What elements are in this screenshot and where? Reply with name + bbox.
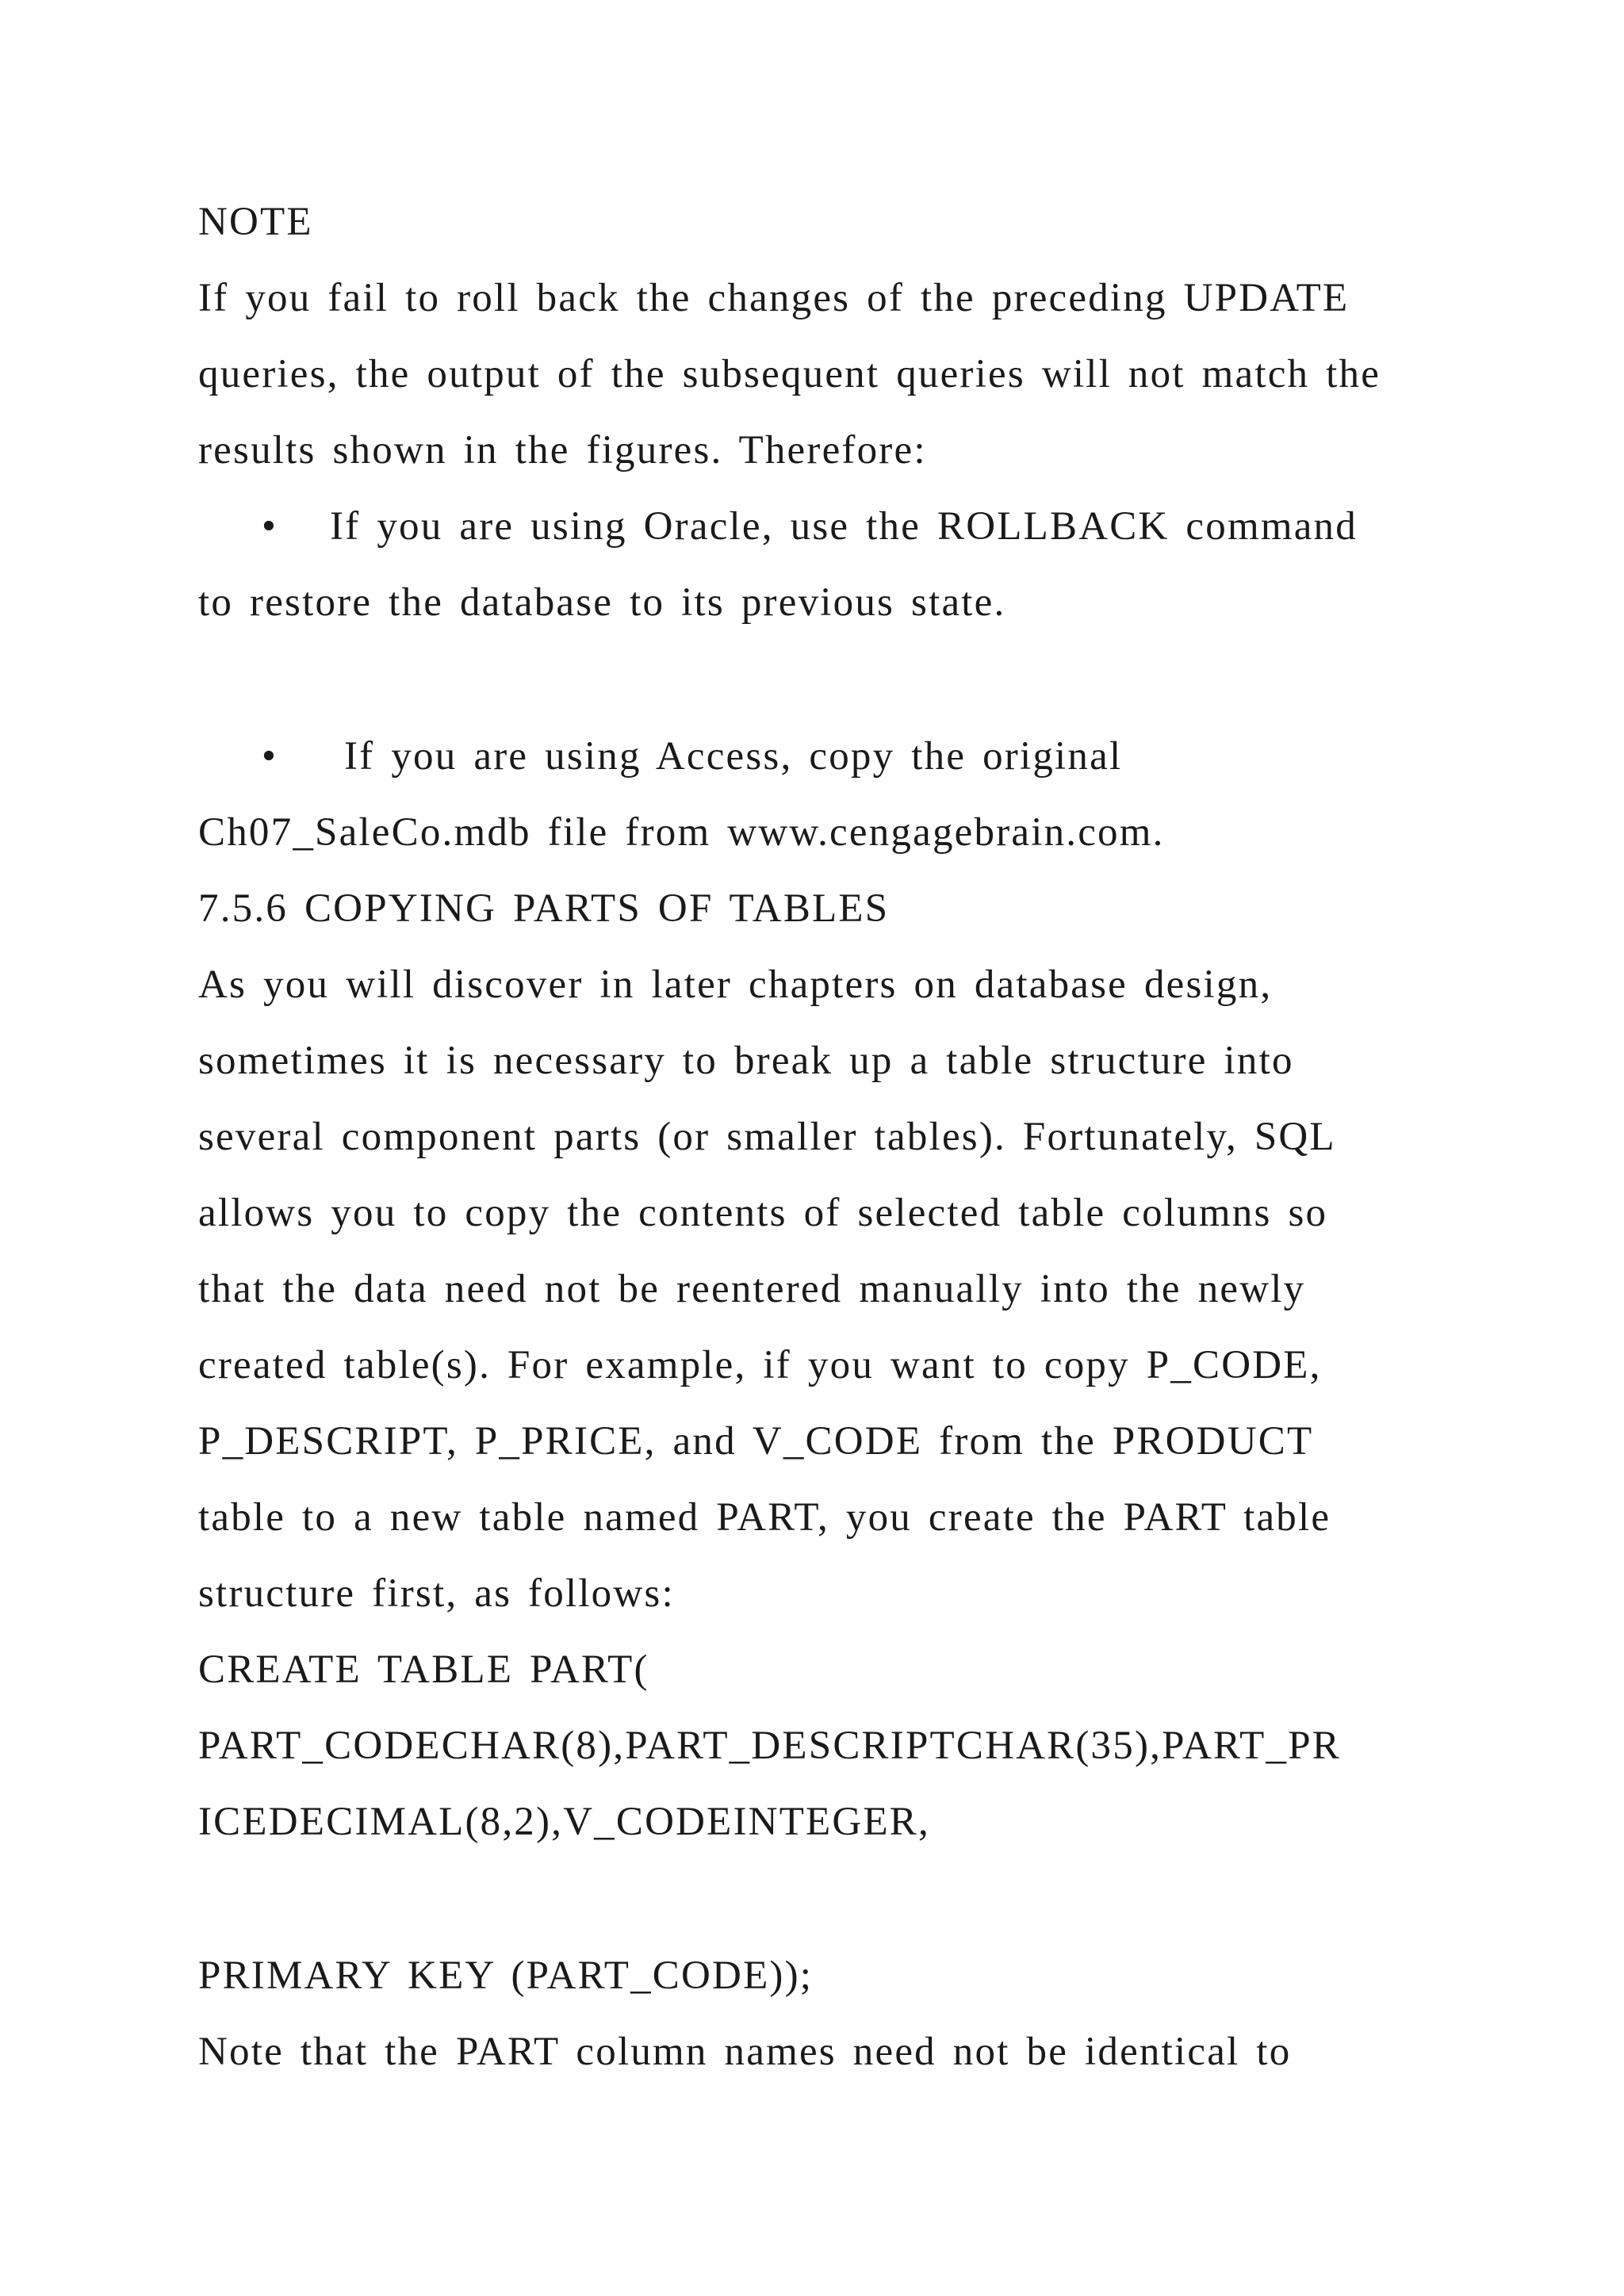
paragraph-line: that the data need not be reentered manually into the newly: [198, 1267, 1306, 1311]
bullet-icon: •: [262, 504, 278, 549]
section-heading: 7.5.6 COPYING PARTS OF TABLES: [198, 886, 890, 931]
paragraph-line: several component parts (or smaller tables). Fortunately, SQL: [198, 1115, 1336, 1159]
bullet-text: If you are using Oracle, use the ROLLBACK command: [330, 504, 1358, 549]
bullet-text: If you are using Access, copy the original: [344, 734, 1123, 779]
bullet-item-access: [262, 731, 1122, 782]
bullet-item-oracle: [262, 501, 1358, 552]
paragraph-line: As you will discover in later chapters on database design,: [198, 962, 1273, 1007]
paragraph-line: to restore the database to its previous state.: [198, 580, 1006, 625]
paragraph-line: Note that the PART column names need not be identical to: [198, 2030, 1292, 2074]
bullet-icon: •: [262, 734, 278, 779]
paragraph-line: sometimes it is necessary to break up a table structure into: [198, 1039, 1294, 1083]
paragraph-line: created table(s). For example, if you want to copy P_CODE,: [198, 1343, 1322, 1387]
sql-code-line: CREATE TABLE PART(: [198, 1647, 649, 1692]
paragraph-line: results shown in the figures. Therefore:: [198, 428, 927, 473]
paragraph-line: queries, the output of the subsequent queries will not match the: [198, 352, 1381, 396]
paragraph-line: allows you to copy the contents of selected table columns so: [198, 1191, 1328, 1235]
note-heading: NOTE: [198, 200, 313, 244]
paragraph-line: P_DESCRIPT, P_PRICE, and V_CODE from the PRODUCT: [198, 1419, 1314, 1464]
paragraph-line: structure first, as follows:: [198, 1571, 675, 1616]
sql-code-line: PART_CODECHAR(8),PART_DESCRIPTCHAR(35),PART_PR: [198, 1724, 1341, 1768]
paragraph-line: Ch07_SaleCo.mdb file from www.cengagebrain.com.: [198, 810, 1165, 855]
paragraph-line: If you fail to roll back the changes of the preceding UPDATE: [198, 276, 1350, 320]
paragraph-line: table to a new table named PART, you create the PART table: [198, 1495, 1331, 1540]
sql-code-line: PRIMARY KEY (PART_CODE));: [198, 1954, 814, 1998]
sql-code-line: ICEDECIMAL(8,2),V_CODEINTEGER,: [198, 1800, 930, 1844]
